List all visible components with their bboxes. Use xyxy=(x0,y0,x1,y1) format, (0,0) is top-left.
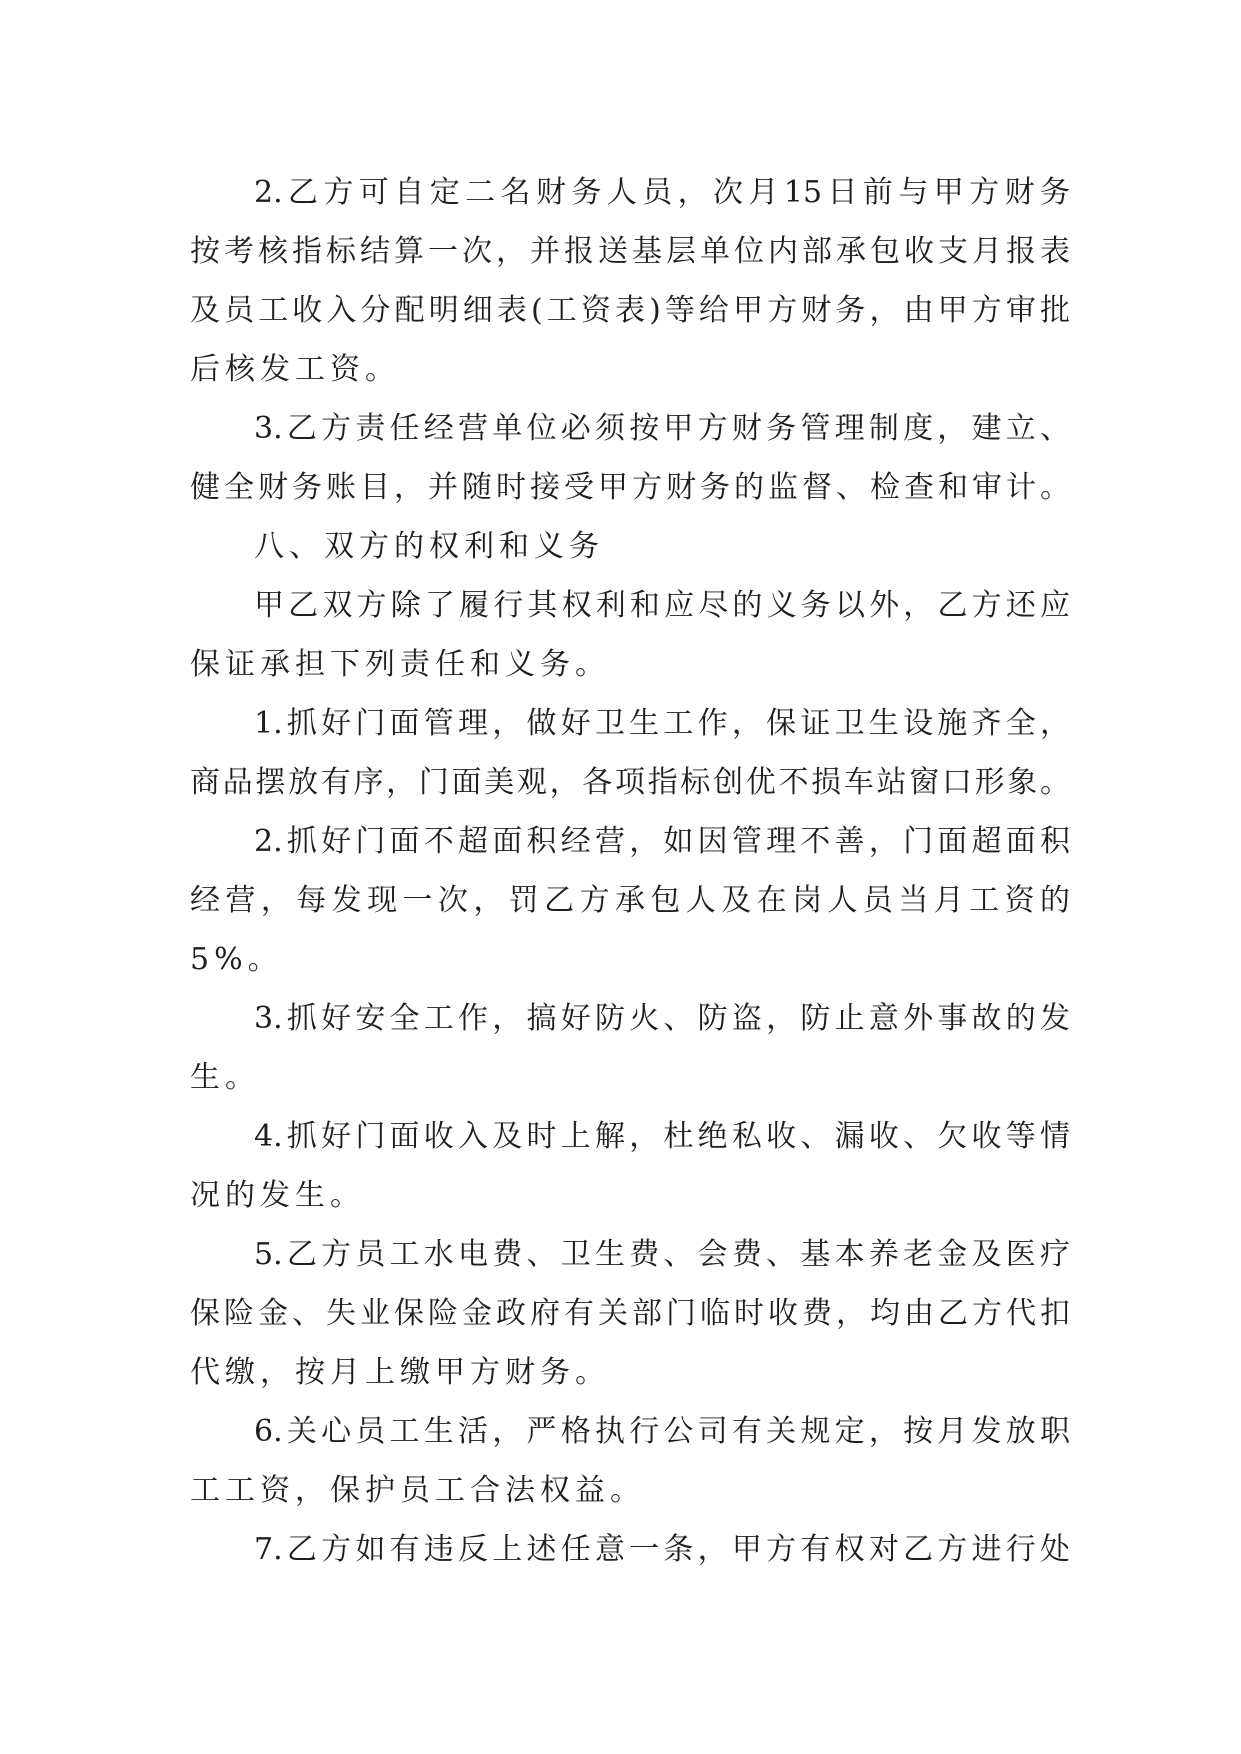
document-body xyxy=(190,163,1070,1579)
text-line: 保证承担下列责任和义务。 xyxy=(190,647,610,682)
text-line: 及员工收入分配明细表(工资表)等给甲方财务，由甲方审批 xyxy=(190,293,1070,328)
text-line: 2.乙方可自定二名财务人员，次月15日前与甲方财务 xyxy=(254,175,1070,210)
text-line: 况的发生。 xyxy=(190,1178,365,1213)
text-line: 3.乙方责任经营单位必须按甲方财务管理制度，建立、 xyxy=(254,411,1070,446)
text-line: 保险金、失业保险金政府有关部门临时收费，均由乙方代扣 xyxy=(190,1296,1070,1331)
text-line: 1.抓好门面管理，做好卫生工作，保证卫生设施齐全， xyxy=(254,706,1070,741)
text-line: 6.关心员工生活，严格执行公司有关规定，按月发放职 xyxy=(254,1414,1070,1449)
text-line: 八、双方的权利和义务 xyxy=(254,529,604,564)
text-line: 工工资，保护员工合法权益。 xyxy=(190,1473,645,1508)
text-line: 健全财务账目，并随时接受甲方财务的监督、检查和审计。 xyxy=(190,470,1070,505)
text-line: 2.抓好门面不超面积经营，如因管理不善，门面超面积 xyxy=(254,824,1070,859)
text-line: 代缴，按月上缴甲方财务。 xyxy=(190,1355,610,1390)
text-line: 商品摆放有序，门面美观，各项指标创优不损车站窗口形象。 xyxy=(190,765,1070,800)
text-line: 3.抓好安全工作，搞好防火、防盗，防止意外事故的发 xyxy=(254,1001,1070,1036)
text-line: 生。 xyxy=(190,1060,260,1095)
text-line: 经营，每发现一次，罚乙方承包人及在岗人员当月工资的 xyxy=(190,883,1070,918)
text-line: 后核发工资。 xyxy=(190,352,400,387)
text-line: 7.乙方如有违反上述任意一条，甲方有权对乙方进行处 xyxy=(254,1532,1070,1567)
text-line: 5%。 xyxy=(190,942,283,977)
text-line: 按考核指标结算一次，并报送基层单位内部承包收支月报表 xyxy=(190,234,1070,269)
text-line: 4.抓好门面收入及时上解，杜绝私收、漏收、欠收等情 xyxy=(254,1119,1070,1154)
text-line: 甲乙双方除了履行其权利和应尽的义务以外，乙方还应 xyxy=(254,588,1070,623)
text-line: 5.乙方员工水电费、卫生费、会费、基本养老金及医疗 xyxy=(254,1237,1070,1272)
